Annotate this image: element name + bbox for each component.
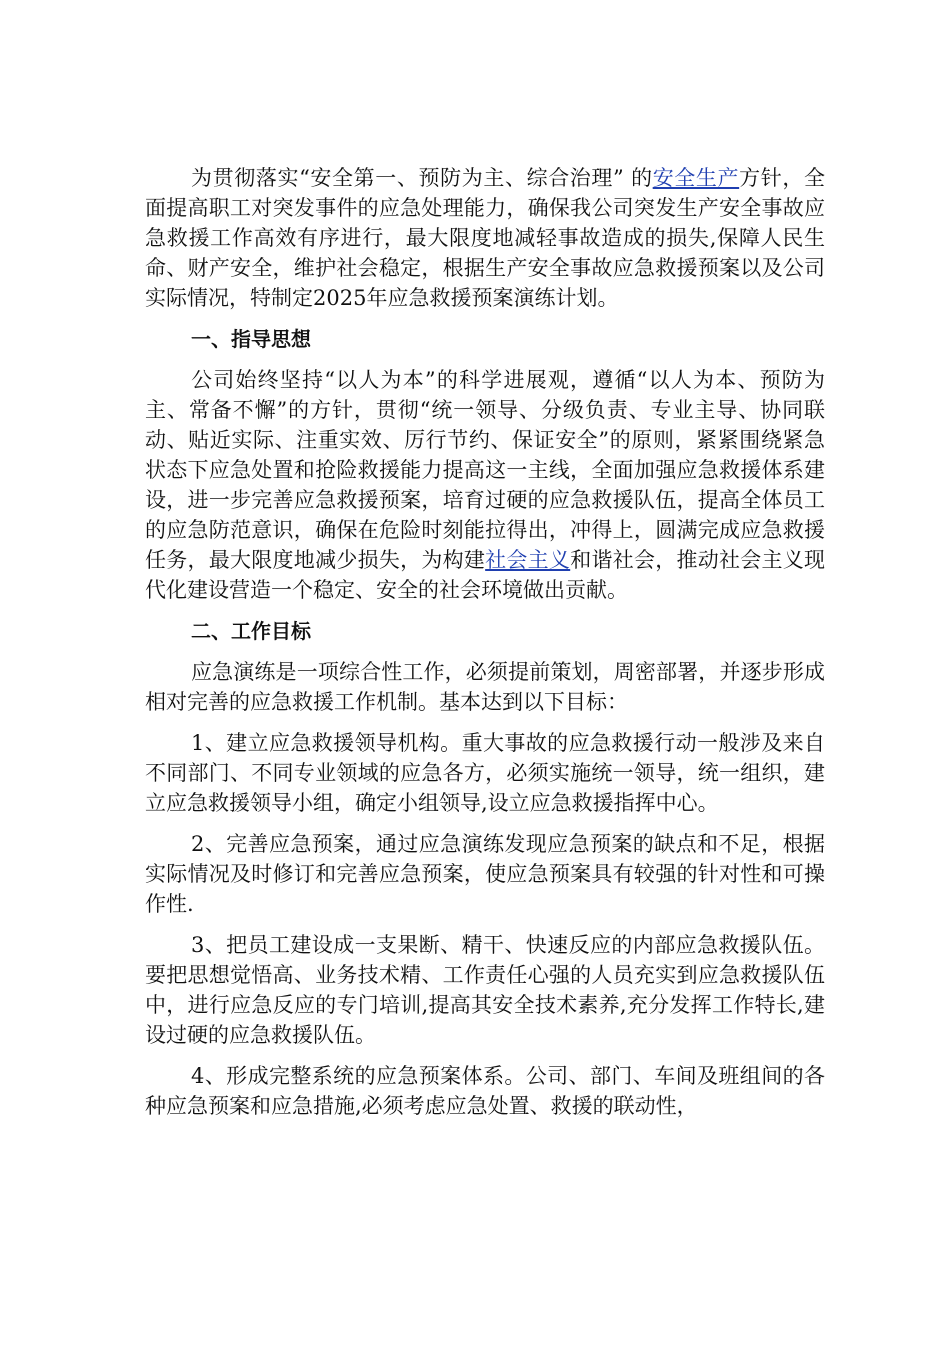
intro-text-start: 为贯彻落实“安全第一、预防为主、综合治理” 的: [191, 166, 653, 190]
section-heading-guiding-ideology: 一、指导思想: [191, 327, 311, 351]
section-heading-work-goals: 二、工作目标: [191, 619, 311, 643]
intro-paragraph: [145, 163, 825, 313]
intro-text-end: 方针，全面提高职工对突发事件的应急处理能力，确保我公司突发生产安全事故应急救援工作高效有序进行，最大限度地减轻事故造成的损失,保障人民生命、财产安全，维护社会稳定，根据生产安全事故应急救援预案以及公司实际情况，特制定2025年应急救援预案演练计划。: [145, 166, 826, 310]
goal-item-2: 2、完善应急预案，通过应急演练发现应急预案的缺点和不足，根据实际情况及时修订和完善应急预案，使应急预案具有较强的针对性和可操作性.: [145, 832, 825, 916]
goal-item-4: 4、形成完整系统的应急预案体系。公司、部门、车间及班组间的各种应急预案和应急措施,必须考虑应急处置、救援的联动性，: [145, 1064, 825, 1118]
guiding-ideology-paragraph: [145, 365, 825, 605]
goal-item-1: 1、建立应急救援领导机构。重大事故的应急救援行动一般涉及来自不同部门、不同专业领域的应急各方，必须实施统一领导，统一组织，建立应急救援领导小组，确定小组领导,设立应急救援指挥中心。: [145, 731, 825, 815]
socialism-link[interactable]: 社会主义: [485, 548, 571, 572]
guiding-text-start: 公司始终坚持“以人为本”的科学进展观，遵循“以人为本、预防为主、常备不懈”的方针，贯彻“统一领导、分级负责、专业主导、协同联动、贴近实际、注重实效、厉行节约、保证安全”的原则，紧紧围绕紧急状态下应急处置和抢险救援能力提高这一主线，全面加强应急救援体系建设，进一步完善应急救援预案，培育过硬的应急救援队伍，提高全体员工的应急防范意识，确保在危险时刻能拉得出，冲得上，圆满完成应急救援任务，最大限度地减少损失，为构建: [145, 368, 825, 572]
guiding-text-end: 和谐社会，推动社会主义现代化建设营造一个稳定、安全的社会环境做出贡献。: [145, 548, 826, 602]
goal-item-3: 3、把员工建设成一支果断、精干、快速反应的内部应急救援队伍。要把思想觉悟高、业务技术精、工作责任心强的人员充实到应急救援队伍中，进行应急反应的专门培训,提高其安全技术素养,充分发挥工作特长,建设过硬的应急救援队伍。: [145, 933, 825, 1047]
document-page: [145, 163, 825, 1132]
safety-production-link[interactable]: 安全生产: [652, 166, 740, 190]
work-goals-intro-paragraph: 应急演练是一项综合性工作，必须提前策划，周密部署，并逐步形成相对完善的应急救援工作机制。基本达到以下目标：: [145, 660, 825, 714]
